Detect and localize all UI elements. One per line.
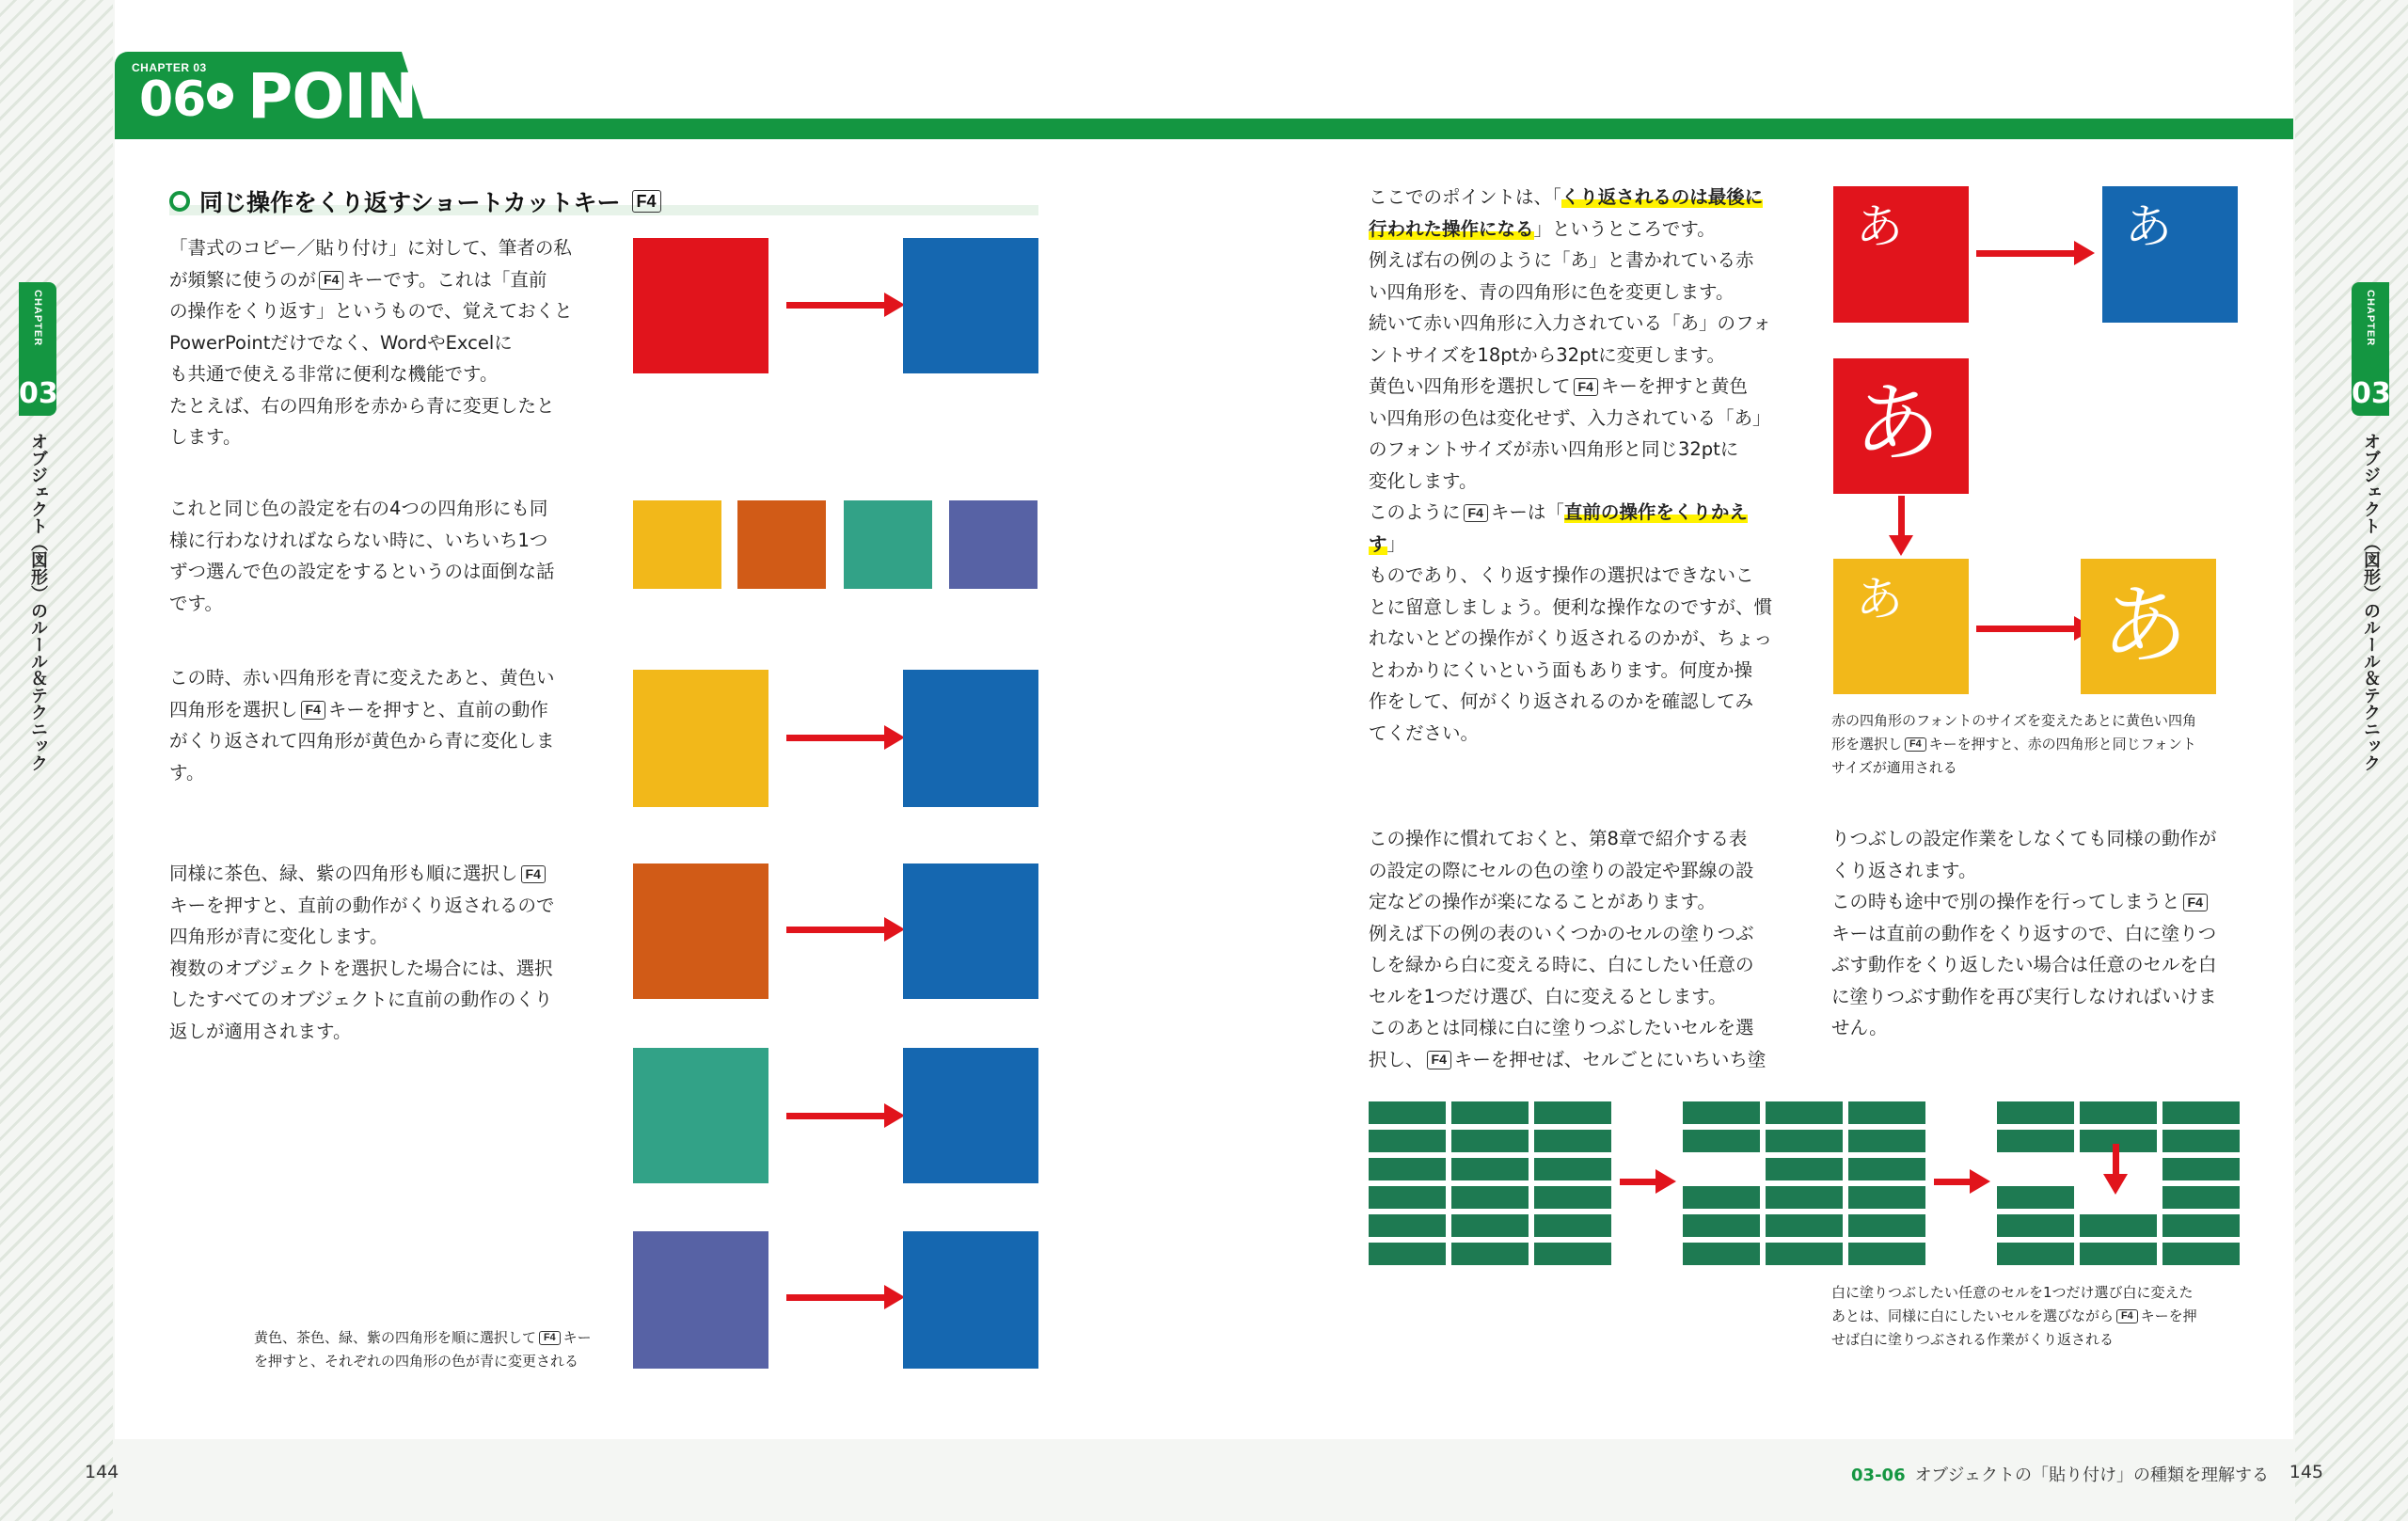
a-glyph-large: あ: [2101, 576, 2189, 676]
text-span: 黄色い四角形を選択して: [1369, 375, 1571, 397]
text-line: 赤の四角形のフォントのサイズを変えたあとに黄色い四角: [1831, 712, 2197, 729]
text-span: 四角形を選択し: [169, 698, 298, 721]
table-cell: [2080, 1101, 2157, 1124]
text-line: [254, 1326, 630, 1350]
right-arrow-icon: [786, 1113, 886, 1119]
text-line: この時、赤い四角形を青に変えたあと、黄色い: [169, 667, 555, 689]
red-square-large-a: [1833, 358, 1969, 494]
table-cell: [2162, 1214, 2240, 1237]
table-cell: [1766, 1101, 1843, 1124]
table-cell: [2162, 1186, 2240, 1209]
teal-square: [633, 1048, 768, 1183]
side-chapter-number: 03: [19, 377, 58, 410]
text-line: い四角形を、青の四角形に色を変更します。: [1369, 280, 1735, 303]
blue-square: [903, 670, 1038, 807]
text-span: 択し、: [1369, 1048, 1424, 1070]
a-glyph: あ: [1856, 199, 1903, 254]
table-cell: [1534, 1130, 1611, 1152]
side-chapter-tab-left: [19, 282, 56, 416]
text-line: とわかりにくいという面もあります。何度か操: [1369, 658, 1752, 681]
table-cell: [1369, 1243, 1446, 1265]
highlighted-text: 行われた操作になる: [1369, 217, 1534, 240]
right-arrow-icon: [786, 735, 886, 741]
text-line: このあとは同様に白に塗りつぶしたいセルを選: [1369, 1017, 1754, 1038]
text-line: 白に塗りつぶしたい任意のセルを1つだけ選び白に変えた: [1831, 1284, 2194, 1301]
header-title: POINT: [247, 60, 459, 133]
table-cell: [1534, 1243, 1611, 1265]
table-cell: [1534, 1158, 1611, 1180]
right-arrow-icon: [1620, 1179, 1657, 1185]
table-cell: [1766, 1243, 1843, 1265]
page-number-left: 144: [85, 1462, 119, 1482]
left-paragraph-3: [169, 662, 583, 788]
text-span: 同様に茶色、緑、紫の四角形も順に選択し: [169, 863, 518, 884]
table-cell: [1451, 1214, 1529, 1237]
table-cell: [1997, 1130, 2074, 1152]
table-cell: [1451, 1186, 1529, 1209]
text-line: がくり返されて四角形が黄色から青に変化しま: [169, 730, 555, 752]
text-span: キーを押せば、セルごとにいちいち塗: [1453, 1048, 1766, 1070]
text-line: 複数のオブジェクトを選択した場合には、選択: [169, 957, 553, 979]
side-chapter-tab-right: [2352, 282, 2389, 416]
text-line: [169, 858, 583, 890]
highlighted-text: 直前の操作をくりかえす: [1369, 501, 1748, 555]
left-paragraph-2: これと同じ色の設定を右の4つの四角形にも同 様に行わなければならない時に、いちいち1つ ずつ選んで色の設定をするというのは面倒な話 です。: [169, 498, 555, 614]
text-line: [169, 264, 583, 296]
table-cell: [1766, 1186, 1843, 1209]
table-cell: [1534, 1186, 1611, 1209]
blue-square: [903, 1231, 1038, 1369]
f4-key-icon: F4: [521, 865, 546, 884]
text-line: [1831, 733, 2245, 756]
yellow-square-large-a: [2081, 559, 2216, 694]
f4-key-icon: F4: [1905, 737, 1926, 752]
text-line: したすべてのオブジェクトに直前の動作のくり: [169, 989, 553, 1010]
table-cell: [1848, 1130, 1925, 1152]
text-line: [1831, 1305, 2245, 1328]
text-line: 作をして、何がくり返されるのかを確認してみ: [1369, 690, 1754, 712]
left-caption: [254, 1326, 630, 1373]
table-cell-white: [1997, 1158, 2074, 1180]
left-paragraph-4: [169, 858, 583, 1047]
right-arrow-icon: [786, 302, 886, 309]
text-line: くり返されます。: [1831, 859, 1977, 881]
text-line: れないとどの操作がくり返されるのかが、ちょっ: [1369, 627, 1773, 649]
table-cell: [1848, 1186, 1925, 1209]
table-cell: [1766, 1214, 1843, 1237]
text-line: を押すと、それぞれの四角形の色が青に変更される: [254, 1353, 579, 1370]
play-icon: [207, 83, 233, 109]
table-cell: [1369, 1214, 1446, 1237]
page-number-right: 145: [2289, 1462, 2323, 1482]
right-caption-1: [1831, 709, 2245, 780]
section-title-text: 同じ操作をくり返すショートカットキー: [199, 189, 621, 216]
text-line: とに留意しましょう。便利な操作なのですが、慣: [1369, 595, 1773, 618]
text-line: 定などの操作が楽になることがあります。: [1369, 891, 1716, 912]
right-arrow-icon: [1976, 626, 2076, 632]
f4-key-icon: F4: [319, 271, 343, 290]
table-cell: [2162, 1243, 2240, 1265]
footer-title-text: オブジェクトの「貼り付け」の種類を理解する: [1914, 1466, 2269, 1485]
text-span: 黄色、茶色、緑、紫の四角形を順に選択して: [254, 1329, 537, 1346]
table-cell: [1997, 1243, 2074, 1265]
table-cell: [1683, 1186, 1760, 1209]
left-margin-pattern: [0, 0, 113, 1521]
text-line: PowerPointだけでなく、WordやExcelに: [169, 331, 513, 354]
text-line: [1831, 886, 2245, 918]
table-cell: [1848, 1158, 1925, 1180]
text-line: のフォントサイズが赤い四角形と同じ32ptに: [1369, 438, 1739, 460]
text-line: ぶす動作をくり返したい場合は任意のセルを白: [1831, 954, 2217, 975]
side-chapter-title-left: オブジェクト（図形）のルール＆テクニック: [28, 433, 48, 771]
purple-square: [633, 1231, 768, 1369]
side-chapter-title-right: オブジェクト（図形）のルール＆テクニック: [2361, 433, 2381, 771]
right-arrow-icon: [786, 927, 886, 933]
text-line: も共通で使える非常に便利な機能です。: [169, 363, 499, 385]
table-cell: [1369, 1158, 1446, 1180]
left-paragraph-1: [169, 232, 583, 453]
text-line: 変化します。: [1369, 469, 1478, 492]
teal-square-small: [844, 500, 932, 589]
table-cell: [1369, 1130, 1446, 1152]
text-line: します。: [169, 426, 242, 448]
right-paragraph-2: [1369, 823, 1782, 1075]
text-line: しを緑から白に変える時に、白にしたい任意の: [1369, 954, 1754, 975]
text-line: りつぶしの設定作業をしなくても同様の動作が: [1831, 828, 2217, 849]
f4-key-icon: F4: [301, 701, 325, 720]
text-line: 「書式のコピー／貼り付け」に対して、筆者の私: [169, 237, 572, 259]
table-all-green: [1369, 1101, 1611, 1265]
red-square-a: [1833, 186, 1969, 323]
table-cell: [1997, 1101, 2074, 1124]
text-line: す。: [169, 761, 205, 784]
a-glyph: あ: [1856, 572, 1903, 626]
text-line: [1369, 371, 1782, 403]
table-cell: [2080, 1214, 2157, 1237]
table-cell: [1766, 1158, 1843, 1180]
text-line: 返しが適用されます。: [169, 1020, 352, 1042]
table-cell: [1848, 1214, 1925, 1237]
text-line: キーを押すと、直前の動作がくり返されるので: [169, 894, 555, 916]
table-cell: [1683, 1243, 1760, 1265]
f4-key-icon: F4: [2116, 1309, 2138, 1323]
text-span: キーを押: [2140, 1307, 2197, 1324]
brown-square: [633, 863, 768, 999]
table-cell: [1369, 1101, 1446, 1124]
table-cell: [1451, 1130, 1529, 1152]
text-span: ここでのポイントは、「: [1369, 186, 1561, 208]
section-title: [169, 184, 664, 218]
text-line: 続いて赤い四角形に入力されている「あ」のフォ: [1369, 312, 1772, 334]
text-line: い四角形の色は変化せず、入力されている「あ」: [1369, 406, 1771, 429]
table-cell: [1683, 1130, 1760, 1152]
right-arrow-icon: [1934, 1179, 1972, 1185]
a-glyph-large: あ: [1854, 373, 1941, 474]
text-line: [169, 694, 583, 726]
side-chapter-number: 03: [2352, 377, 2391, 410]
right-paragraph-3: [1831, 823, 2245, 1044]
text-line: サイズが適用される: [1831, 759, 1957, 776]
blue-square: [903, 863, 1038, 999]
right-arrow-icon: [1976, 250, 2076, 257]
text-line: に塗りつぶす動作を再び実行しなければいけま: [1831, 985, 2217, 1007]
brown-square-small: [737, 500, 826, 589]
text-line: 例えば下の例の表のいくつかのセルの塗りつぶ: [1369, 922, 1754, 944]
table-cell: [1683, 1214, 1760, 1237]
table-cell: [1766, 1130, 1843, 1152]
red-square: [633, 238, 768, 373]
footer-section-code: 03-06: [1851, 1466, 1906, 1485]
blue-square: [903, 1048, 1038, 1183]
f4-key-icon: F4: [1427, 1051, 1451, 1069]
text-span: キーです。これは「直前: [346, 268, 547, 291]
table-one-white: [1683, 1101, 1925, 1265]
purple-square-small: [949, 500, 1038, 589]
f4-key-icon: F4: [2183, 894, 2208, 912]
yellow-square-small: [633, 500, 721, 589]
table-cell: [2080, 1243, 2157, 1265]
f4-key-icon: F4: [1464, 504, 1488, 523]
text-line: の操作をくり返す」というもので、覚えておくと: [169, 300, 573, 322]
blue-square: [903, 238, 1038, 373]
text-line: セルを1つだけ選び、白に変えるとします。: [1369, 985, 1727, 1007]
text-span: 」: [1386, 532, 1406, 555]
table-cell: [1369, 1186, 1446, 1209]
table-cell: [1534, 1214, 1611, 1237]
text-line: キーは直前の動作をくり返すので、白に塗りつ: [1831, 922, 2217, 944]
text-span: あとは、同様に白にしたいセルを選びながら: [1831, 1307, 2115, 1324]
yellow-square: [633, 670, 768, 807]
yellow-square-a: [1833, 559, 1969, 694]
text-span: 形を選択し: [1831, 736, 1903, 753]
text-line: たとえば、右の四角形を赤から青に変更したと: [169, 394, 555, 417]
text-line: [1369, 214, 1782, 246]
highlighted-text: くり返されるのは最後に: [1560, 186, 1764, 208]
footer-running-title: [1851, 1462, 2269, 1486]
table-cell: [2162, 1158, 2240, 1180]
table-cell: [1451, 1101, 1529, 1124]
right-paragraph-1: [1369, 182, 1782, 749]
header-chapter-label: CHAPTER 03: [132, 61, 207, 74]
text-line: ものであり、くり返す操作の選択はできないこ: [1369, 564, 1754, 586]
bullet-circle-icon: [169, 191, 190, 212]
side-chapter-label: CHAPTER: [32, 290, 43, 347]
text-span: キーを押すと、直前の動作: [327, 698, 548, 721]
text-span: が頻繁に使うのが: [169, 268, 317, 291]
text-span: キーは「: [1490, 501, 1564, 523]
text-span: キーを押すと黄色: [1600, 375, 1748, 397]
text-line: [1369, 182, 1782, 214]
right-arrow-icon: [786, 1294, 886, 1301]
text-span: キーを押すと、赤の四角形と同じフォント: [1928, 736, 2196, 753]
text-span: 」というところです。: [1533, 217, 1716, 240]
text-line: この操作に慣れておくと、第8章で紹介する表: [1369, 828, 1748, 849]
side-chapter-label: CHAPTER: [2365, 290, 2376, 347]
text-line: [1369, 1044, 1782, 1076]
text-span: キー: [562, 1329, 592, 1346]
header-section-number: 06: [139, 71, 206, 128]
table-cell: [1848, 1101, 1925, 1124]
table-cell: [1683, 1101, 1760, 1124]
text-span: この時も途中で別の操作を行ってしまうと: [1831, 891, 2180, 912]
text-line: 例えば右の例のように「あ」と書かれている赤: [1369, 249, 1754, 271]
text-line: 四角形が青に変化します。: [169, 926, 388, 947]
text-line: せん。: [1831, 1017, 1888, 1038]
table-cell: [1997, 1186, 2074, 1209]
down-arrow-icon: [1898, 496, 1905, 537]
table-cell: [1997, 1214, 2074, 1237]
blue-square-a: [2102, 186, 2238, 323]
f4-key-icon: F4: [539, 1331, 561, 1345]
table-cell: [1848, 1243, 1925, 1265]
a-glyph: あ: [2125, 199, 2172, 254]
table-cell: [2162, 1101, 2240, 1124]
table-cell: [1451, 1158, 1529, 1180]
text-line: の設定の際にセルの色の塗りの設定や罫線の設: [1369, 859, 1754, 881]
down-arrow-icon: [2113, 1144, 2119, 1176]
table-cell: [1451, 1243, 1529, 1265]
text-line: ントサイズを18ptから32ptに変更します。: [1369, 343, 1726, 366]
f4-key-icon: F4: [1574, 378, 1598, 397]
table-cell: [1534, 1101, 1611, 1124]
table-cell: [2162, 1130, 2240, 1152]
text-line: てください。: [1369, 721, 1480, 744]
right-caption-2: [1831, 1281, 2245, 1352]
f4-key-icon: F4: [632, 190, 661, 214]
text-span: このように: [1369, 501, 1461, 523]
text-line: [1369, 497, 1782, 560]
table-cell-white: [1683, 1158, 1760, 1180]
text-line: せば白に塗りつぶされる作業がくり返される: [1831, 1331, 2115, 1348]
